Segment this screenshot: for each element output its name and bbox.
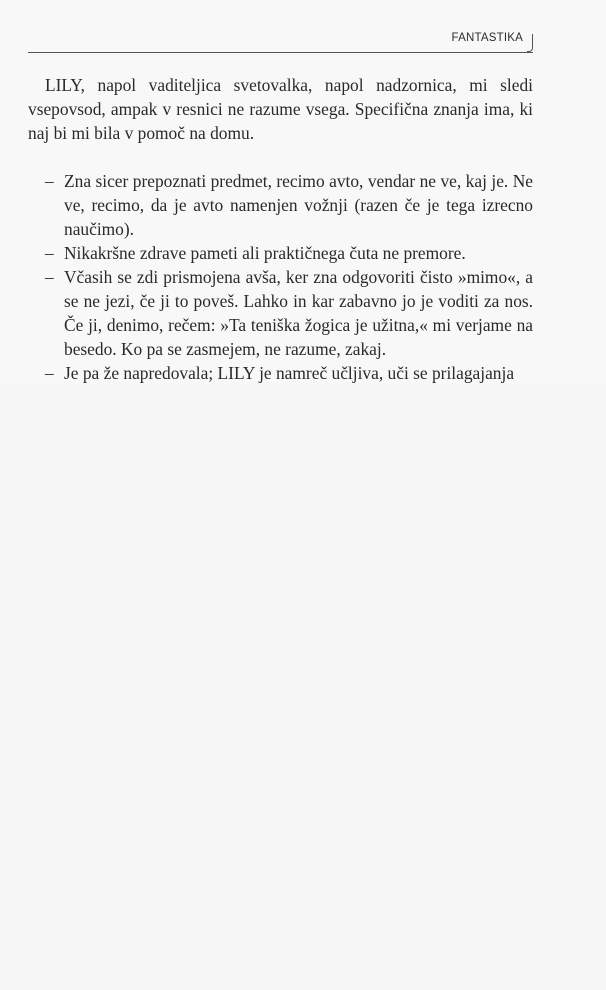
- intro-paragraph: LILY, napol vaditeljica svetovalka, napol nadzornica, mi sledi vsepovsod, ampak v resnici ne razume vsega. Specifična znanja ima, ki naj bi mi bila v pomoč na domu.: [28, 75, 533, 143]
- list-dash: –: [45, 267, 54, 287]
- unrendered-page-area: [0, 383, 606, 990]
- list-dash: –: [45, 171, 54, 191]
- section-label: FANTASTIKA: [451, 32, 523, 44]
- list-item: [28, 265, 533, 361]
- running-header: [28, 30, 533, 53]
- list-item-text: Je pa že napredovala; LILY je namreč učljiva, uči se prilagajanja: [64, 363, 515, 383]
- list-dash: –: [45, 243, 54, 263]
- list-item-text: Zna sicer prepoznati predmet, recimo avto, vendar ne ve, kaj je. Ne ve, recimo, da je avto namenjen vožnji (razen če je tega izrecno naučimo).: [64, 171, 533, 239]
- list-item: [28, 241, 533, 265]
- feature-list: [28, 169, 533, 385]
- header-corner-rule: [527, 34, 533, 52]
- list-dash: –: [45, 363, 54, 383]
- list-item-text: Včasih se zdi prismojena avša, ker zna odgovoriti čisto »mimo«, a se ne jezi, če ji to poveš. Lahko in kar zabavno jo je voditi za nos. Če ji, denimo, rečem: »Ta teniška žogica je užitna,« mi verjame na besedo. Ko pa se zasmejem, ne razume, zakaj.: [64, 267, 533, 359]
- list-item: [28, 169, 533, 241]
- list-item-text: Nikakršne zdrave pameti ali praktičnega čuta ne premore.: [64, 243, 466, 263]
- list-item: [28, 361, 533, 385]
- page-body: [28, 73, 533, 385]
